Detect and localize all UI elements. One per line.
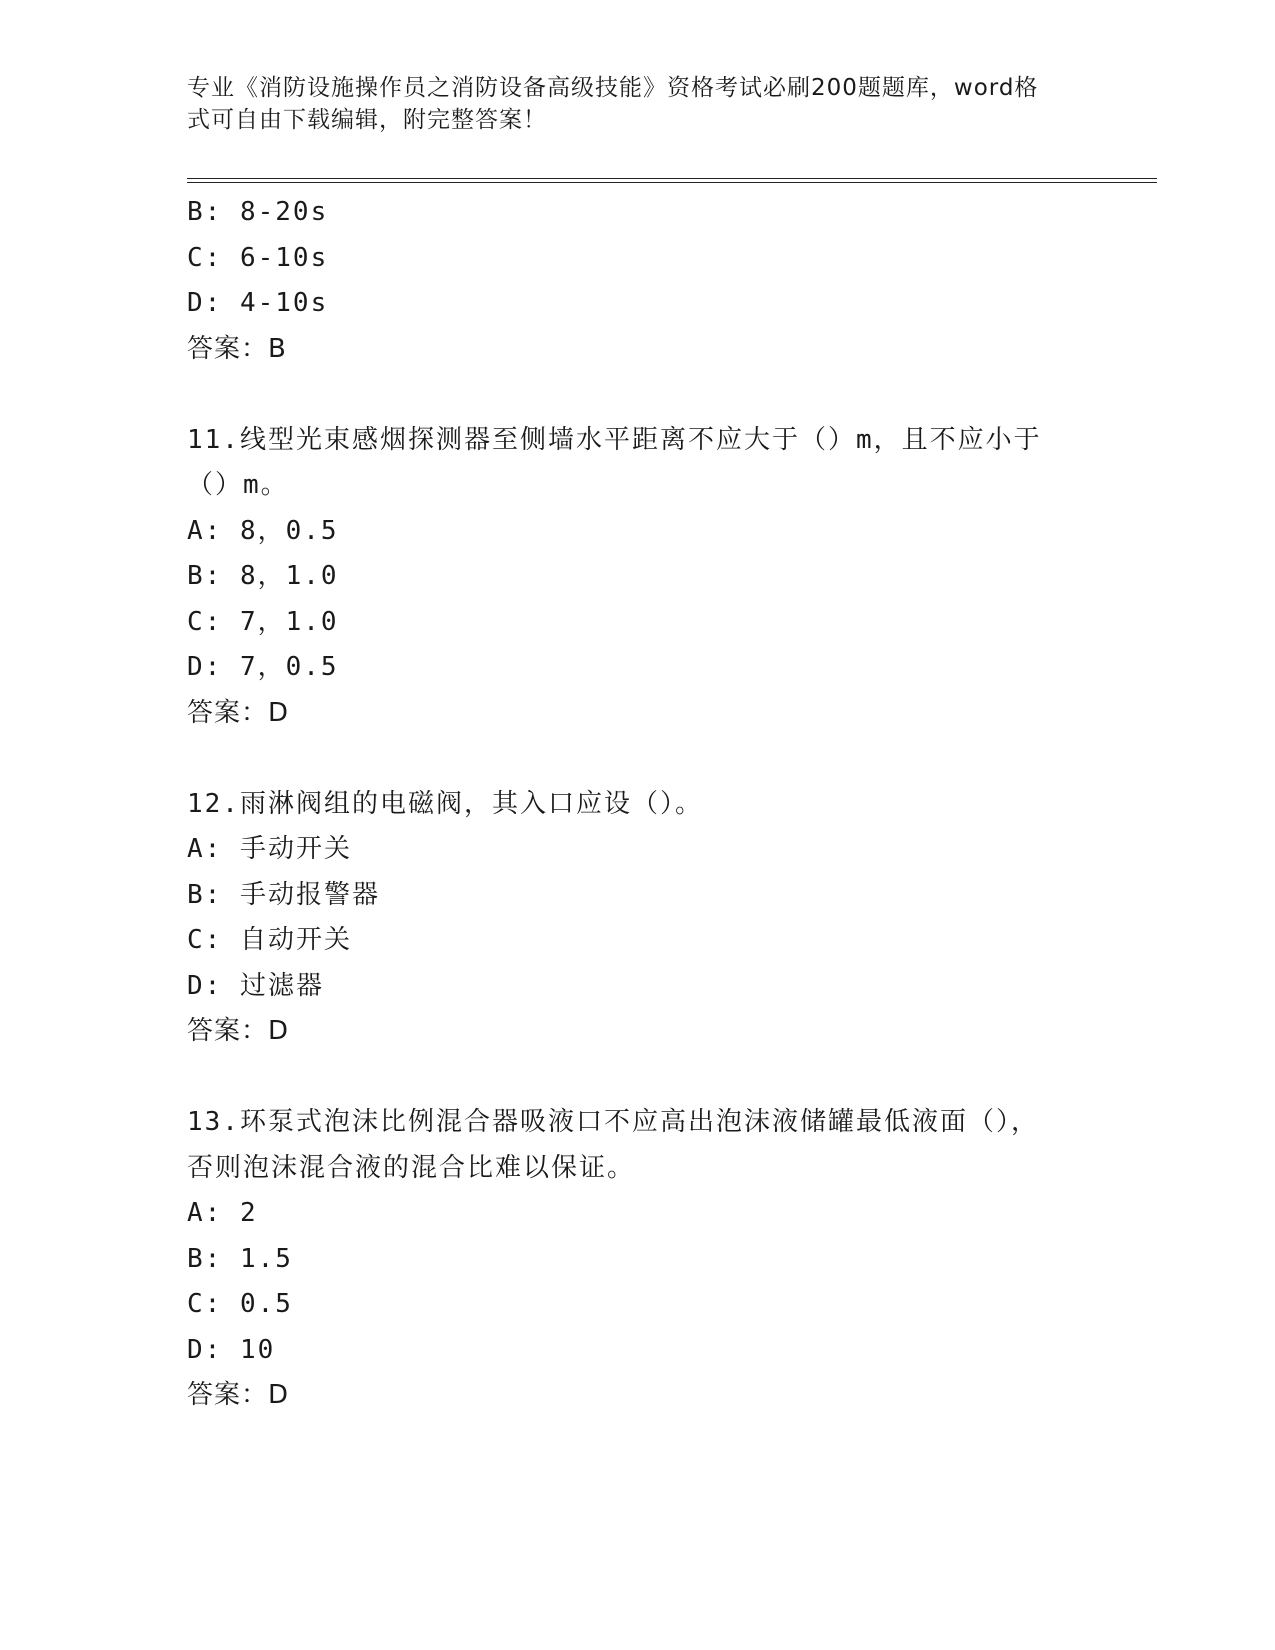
question-text-line-2: （）m。: [187, 470, 289, 500]
option-d: D: 10: [187, 1334, 276, 1365]
question-13: [187, 1100, 1087, 1419]
question-11: [187, 418, 1087, 737]
answer: 答案：D: [187, 1016, 290, 1046]
option-a: A: 2: [187, 1198, 258, 1228]
document-header: [187, 72, 1067, 136]
answer: 答案：D: [187, 1380, 290, 1410]
option-b: B: 手动报警器: [187, 879, 380, 910]
answer: 答案：B: [187, 333, 287, 364]
question-text-line-1: 13.环泵式泡沫比例混合器吸液口不应高出泡沫液储罐最低液面（），: [187, 1107, 1039, 1137]
question-12: [187, 782, 1087, 1055]
spacer: [187, 1055, 1087, 1101]
question-text-line-1: 11.线型光束感烟探测器至侧墙水平距离不应大于（）m，且不应小于: [187, 424, 1042, 455]
answer: 答案：D: [187, 697, 290, 728]
question-text-line-1: 12.雨淋阀组的电磁阀，其入口应设（）。: [187, 788, 703, 819]
option-a: A: 8，0.5: [187, 515, 339, 546]
option-a: A: 手动开关: [187, 834, 352, 864]
question-text-line-2: 否则泡沫混合液的混合比难以保证。: [187, 1152, 636, 1183]
option-b: B: 8，1.0: [187, 561, 339, 591]
spacer: [187, 372, 1087, 418]
question-list: [187, 190, 1087, 1419]
option-c: C: 7，1.0: [187, 606, 339, 637]
option-c: C: 6-10s: [187, 242, 329, 273]
header-line-1: 专业《消防设施操作员之消防设备高级技能》资格考试必刷200题题库，word格: [187, 75, 1039, 101]
header-divider-bottom: [187, 182, 1157, 183]
option-d: D: 4-10s: [187, 288, 329, 318]
header-divider-top: [187, 178, 1157, 179]
spacer: [187, 736, 1087, 782]
option-d: D: 7，0.5: [187, 652, 339, 682]
header-line-2: 式可自由下载编辑，附完整答案！: [187, 107, 547, 133]
option-b: B: 1.5: [187, 1243, 293, 1274]
option-c: C: 0.5: [187, 1289, 293, 1319]
option-b: B: 8-20s: [187, 197, 329, 227]
option-c: C: 自动开关: [187, 925, 352, 955]
option-d: D: 过滤器: [187, 970, 324, 1001]
question-10: [187, 190, 1087, 372]
